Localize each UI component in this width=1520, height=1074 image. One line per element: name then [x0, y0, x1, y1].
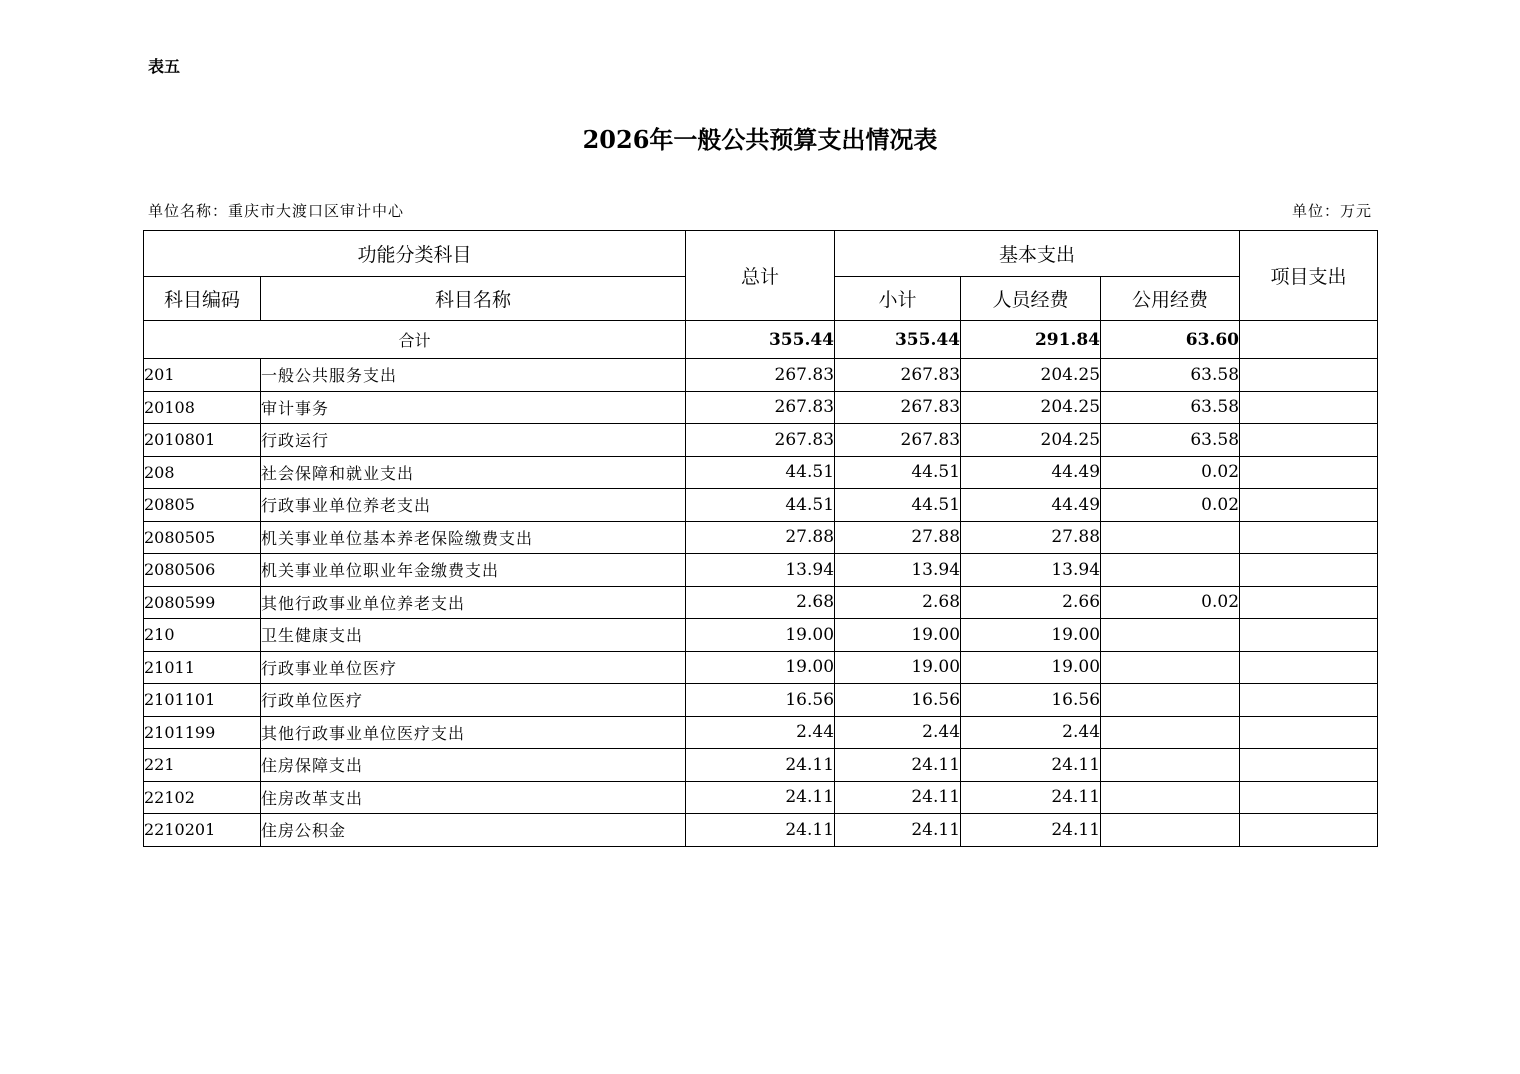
- subtotal-cell: 24.11: [835, 814, 961, 847]
- subtotal-cell: 16.56: [835, 684, 961, 717]
- public-cell: 0.02: [1101, 456, 1240, 489]
- subject-name-cell: 行政运行: [261, 424, 686, 457]
- total-cell: 355.44: [686, 321, 835, 359]
- table-number-label: 表五: [148, 57, 181, 76]
- table-row: [144, 521, 1378, 554]
- table-row: [144, 651, 1378, 684]
- personnel-cell: 24.11: [961, 749, 1101, 782]
- subtotal-header: 小计: [835, 277, 961, 321]
- project-cell: [1240, 424, 1378, 457]
- project-cell: [1240, 814, 1378, 847]
- total-cell: 24.11: [686, 749, 835, 782]
- table-row: [144, 684, 1378, 717]
- public-cell: 63.58: [1101, 391, 1240, 424]
- personnel-cell: 291.84: [961, 321, 1101, 359]
- public-cell: [1101, 781, 1240, 814]
- total-label: 合计: [144, 321, 686, 359]
- table-row: [144, 391, 1378, 424]
- page-title: 2026年一般公共预算支出情况表: [582, 125, 938, 154]
- subtotal-cell: 13.94: [835, 554, 961, 587]
- table-row: [144, 456, 1378, 489]
- personnel-cell: 2.44: [961, 716, 1101, 749]
- public-cell: 63.60: [1101, 321, 1240, 359]
- table-row: [144, 781, 1378, 814]
- total-cell: 2.44: [686, 716, 835, 749]
- project-cell: [1240, 749, 1378, 782]
- subject-name-cell: 审计事务: [261, 391, 686, 424]
- subject-code-cell: 2101199: [144, 716, 261, 749]
- subtotal-cell: 44.51: [835, 489, 961, 522]
- table-row: [144, 424, 1378, 457]
- subject-name-cell: 一般公共服务支出: [261, 359, 686, 392]
- subject-code-cell: 2010801: [144, 424, 261, 457]
- project-cell: [1240, 521, 1378, 554]
- subject-name-header: 科目名称: [261, 277, 686, 321]
- public-cell: [1101, 716, 1240, 749]
- subtotal-cell: 2.68: [835, 586, 961, 619]
- subject-name-cell: 住房保障支出: [261, 749, 686, 782]
- total-cell: 19.00: [686, 619, 835, 652]
- project-cell: [1240, 716, 1378, 749]
- table-row: [144, 619, 1378, 652]
- personnel-cell: 24.11: [961, 814, 1101, 847]
- total-cell: 13.94: [686, 554, 835, 587]
- subtotal-cell: 2.44: [835, 716, 961, 749]
- subject-code-cell: 2080506: [144, 554, 261, 587]
- total-cell: 2.68: [686, 586, 835, 619]
- subject-name-cell: 机关事业单位基本养老保险缴费支出: [261, 521, 686, 554]
- total-cell: 267.83: [686, 359, 835, 392]
- personnel-cell: 27.88: [961, 521, 1101, 554]
- project-cell: [1240, 456, 1378, 489]
- subject-name-cell: 住房公积金: [261, 814, 686, 847]
- subtotal-cell: 24.11: [835, 781, 961, 814]
- subject-name-cell: 行政单位医疗: [261, 684, 686, 717]
- project-cell: [1240, 359, 1378, 392]
- public-cell: [1101, 619, 1240, 652]
- personnel-cell: 13.94: [961, 554, 1101, 587]
- subject-code-cell: 20805: [144, 489, 261, 522]
- project-cell: [1240, 586, 1378, 619]
- project-cell: [1240, 391, 1378, 424]
- personnel-cell: 2.66: [961, 586, 1101, 619]
- table-row: [144, 814, 1378, 847]
- personnel-cell: 204.25: [961, 424, 1101, 457]
- total-cell: 27.88: [686, 521, 835, 554]
- subject-name-cell: 社会保障和就业支出: [261, 456, 686, 489]
- budget-table: [143, 230, 1378, 847]
- project-cell: [1240, 554, 1378, 587]
- table-row: [144, 749, 1378, 782]
- public-cell: 63.58: [1101, 424, 1240, 457]
- public-cell: [1101, 521, 1240, 554]
- public-cell: 63.58: [1101, 359, 1240, 392]
- personnel-expense-header: 人员经费: [961, 277, 1101, 321]
- total-cell: 16.56: [686, 684, 835, 717]
- subtotal-cell: 267.83: [835, 424, 961, 457]
- subject-code-cell: 2080505: [144, 521, 261, 554]
- subject-code-cell: 21011: [144, 651, 261, 684]
- total-header: 总计: [686, 231, 835, 321]
- table-row: [144, 716, 1378, 749]
- project-cell: [1240, 619, 1378, 652]
- table-row: [144, 554, 1378, 587]
- public-expense-header: 公用经费: [1101, 277, 1240, 321]
- subject-code-cell: 20108: [144, 391, 261, 424]
- subject-code-cell: 2210201: [144, 814, 261, 847]
- subtotal-cell: 267.83: [835, 391, 961, 424]
- personnel-cell: 204.25: [961, 391, 1101, 424]
- public-cell: [1101, 554, 1240, 587]
- project-cell: [1240, 489, 1378, 522]
- subject-name-cell: 行政事业单位医疗: [261, 651, 686, 684]
- total-cell: 267.83: [686, 424, 835, 457]
- personnel-cell: 19.00: [961, 619, 1101, 652]
- table-row: [144, 359, 1378, 392]
- personnel-cell: 44.49: [961, 456, 1101, 489]
- subject-name-cell: 住房改革支出: [261, 781, 686, 814]
- subject-name-cell: 卫生健康支出: [261, 619, 686, 652]
- subject-code-cell: 221: [144, 749, 261, 782]
- project-cell: [1240, 781, 1378, 814]
- total-cell: 44.51: [686, 456, 835, 489]
- subject-name-cell: 行政事业单位养老支出: [261, 489, 686, 522]
- subtotal-cell: 44.51: [835, 456, 961, 489]
- subject-code-header: 科目编码: [144, 277, 261, 321]
- subject-code-cell: 2080599: [144, 586, 261, 619]
- total-cell: 19.00: [686, 651, 835, 684]
- subtotal-cell: 19.00: [835, 619, 961, 652]
- subject-name-cell: 机关事业单位职业年金缴费支出: [261, 554, 686, 587]
- total-cell: 24.11: [686, 781, 835, 814]
- total-cell: 24.11: [686, 814, 835, 847]
- total-cell: 44.51: [686, 489, 835, 522]
- personnel-cell: 16.56: [961, 684, 1101, 717]
- total-cell: 267.83: [686, 391, 835, 424]
- personnel-cell: 19.00: [961, 651, 1101, 684]
- project-cell: [1240, 651, 1378, 684]
- subject-code-cell: 22102: [144, 781, 261, 814]
- public-cell: 0.02: [1101, 586, 1240, 619]
- table-row: [144, 489, 1378, 522]
- subtotal-cell: 24.11: [835, 749, 961, 782]
- currency-unit-label: 单位：万元: [1291, 202, 1372, 220]
- unit-name-label: 单位名称：重庆市大渡口区审计中心: [148, 202, 405, 220]
- subject-name-cell: 其他行政事业单位医疗支出: [261, 716, 686, 749]
- total-row: [144, 321, 1378, 359]
- project-cell: [1240, 321, 1378, 359]
- function-category-header: 功能分类科目: [144, 231, 686, 277]
- public-cell: [1101, 651, 1240, 684]
- subject-code-cell: 208: [144, 456, 261, 489]
- table-row: [144, 586, 1378, 619]
- subtotal-cell: 355.44: [835, 321, 961, 359]
- subtotal-cell: 19.00: [835, 651, 961, 684]
- subtotal-cell: 267.83: [835, 359, 961, 392]
- personnel-cell: 44.49: [961, 489, 1101, 522]
- personnel-cell: 24.11: [961, 781, 1101, 814]
- personnel-cell: 204.25: [961, 359, 1101, 392]
- project-expenditure-header: 项目支出: [1240, 231, 1378, 321]
- subject-code-cell: 210: [144, 619, 261, 652]
- public-cell: 0.02: [1101, 489, 1240, 522]
- basic-expenditure-header: 基本支出: [835, 231, 1240, 277]
- subject-name-cell: 其他行政事业单位养老支出: [261, 586, 686, 619]
- subtotal-cell: 27.88: [835, 521, 961, 554]
- public-cell: [1101, 684, 1240, 717]
- public-cell: [1101, 749, 1240, 782]
- public-cell: [1101, 814, 1240, 847]
- subject-code-cell: 201: [144, 359, 261, 392]
- project-cell: [1240, 684, 1378, 717]
- subject-code-cell: 2101101: [144, 684, 261, 717]
